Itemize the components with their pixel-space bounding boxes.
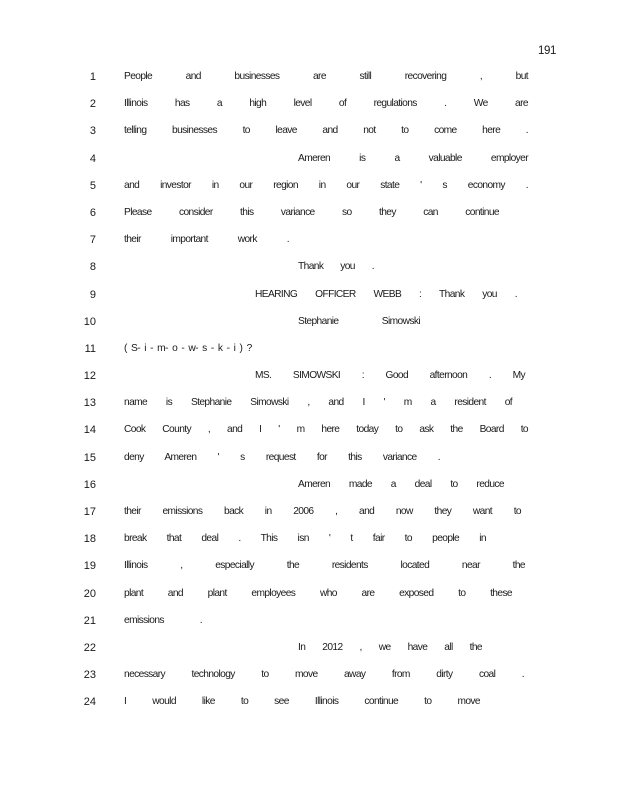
transcript-line — [0, 234, 618, 261]
line-text: their important work . — [124, 234, 289, 246]
transcript-line — [0, 506, 618, 533]
line-text: emissions . — [124, 614, 202, 626]
line-text: telling businesses to leave and not to come here . — [124, 125, 528, 137]
line-text: HEARING OFFICER WEBB : Thank you . — [255, 288, 517, 300]
transcript-line — [0, 153, 618, 180]
transcript-line — [0, 642, 618, 669]
line-number: 23 — [83, 669, 96, 682]
line-number: 2 — [89, 98, 96, 111]
line-number: 10 — [83, 315, 96, 328]
transcript-body — [0, 71, 618, 724]
transcript-line — [0, 316, 618, 343]
transcript-line — [0, 343, 618, 370]
transcript-line — [0, 588, 618, 615]
line-text: Ameren is a valuable employer — [298, 152, 528, 164]
line-text: and investor in our region in our state ' s economy . — [124, 179, 528, 191]
line-number: 24 — [83, 696, 96, 709]
line-number: 8 — [89, 261, 96, 274]
line-number: 1 — [89, 71, 96, 83]
line-number: 20 — [83, 587, 96, 600]
transcript-line — [0, 125, 618, 152]
line-number: 6 — [89, 206, 96, 219]
line-number: 19 — [83, 560, 96, 573]
transcript-line — [0, 98, 618, 125]
line-text: their emissions back in 2006 , and now they want to — [124, 506, 521, 517]
transcript-line — [0, 370, 618, 397]
line-number: 14 — [83, 424, 96, 437]
transcript-line — [0, 696, 618, 723]
line-text: plant and plant employees who are exposed to these — [124, 587, 512, 599]
line-number: 4 — [89, 152, 96, 165]
transcript-line — [0, 452, 618, 479]
line-text: In 2012 , we have all the — [298, 641, 482, 653]
line-text: Ameren made a deal to reduce — [298, 478, 504, 490]
line-number: 11 — [84, 342, 96, 355]
transcript-line — [0, 289, 618, 316]
line-text: Please consider this variance so they can continue — [124, 206, 499, 218]
transcript-line — [0, 397, 618, 424]
line-number: 22 — [83, 641, 96, 654]
transcript-line — [0, 479, 618, 506]
transcript-line — [0, 533, 618, 560]
line-text: Cook County , and I ' m here today to ask the Board to — [124, 424, 528, 436]
line-number: 17 — [83, 506, 96, 518]
line-text: break that deal . This isn ' t fair to people in — [124, 533, 486, 545]
transcript-line — [0, 424, 618, 451]
line-number: 15 — [83, 451, 96, 464]
line-text: People and businesses are still recovering , but — [124, 71, 528, 82]
transcript-line — [0, 560, 618, 587]
transcript-line — [0, 261, 618, 288]
line-text: I would like to see Illinois continue to move — [124, 696, 480, 708]
line-number: 7 — [89, 234, 96, 247]
line-number: 12 — [83, 370, 96, 383]
line-text: Illinois has a high level of regulations . We are — [124, 98, 528, 110]
line-text: Stephanie Simowski — [298, 315, 420, 327]
line-number: 9 — [89, 288, 96, 301]
line-text: Thank you . — [298, 261, 374, 273]
line-text: Illinois , especially the residents located near the — [124, 560, 525, 572]
line-text: deny Ameren ' s request for this variance . — [124, 451, 440, 463]
line-text: name is Stephanie Simowski , and I ' m a resident of — [124, 397, 512, 409]
transcript-line — [0, 207, 618, 234]
line-number: 3 — [89, 125, 96, 138]
line-text: necessary technology to move away from dirty coal . — [124, 669, 524, 681]
transcript-line — [0, 669, 618, 696]
line-text: ( S- i - m- o - w- s - k - i ) ? — [124, 342, 252, 354]
line-number: 18 — [83, 533, 96, 546]
transcript-line — [0, 180, 618, 207]
line-number: 13 — [83, 397, 96, 410]
page-number: 191 — [538, 45, 556, 57]
line-number: 21 — [83, 614, 96, 627]
line-number: 16 — [83, 478, 96, 491]
transcript-line — [0, 71, 618, 98]
transcript-line — [0, 615, 618, 642]
line-text: MS. SIMOWSKI : Good afternoon . My — [255, 370, 525, 382]
line-number: 5 — [89, 179, 96, 192]
